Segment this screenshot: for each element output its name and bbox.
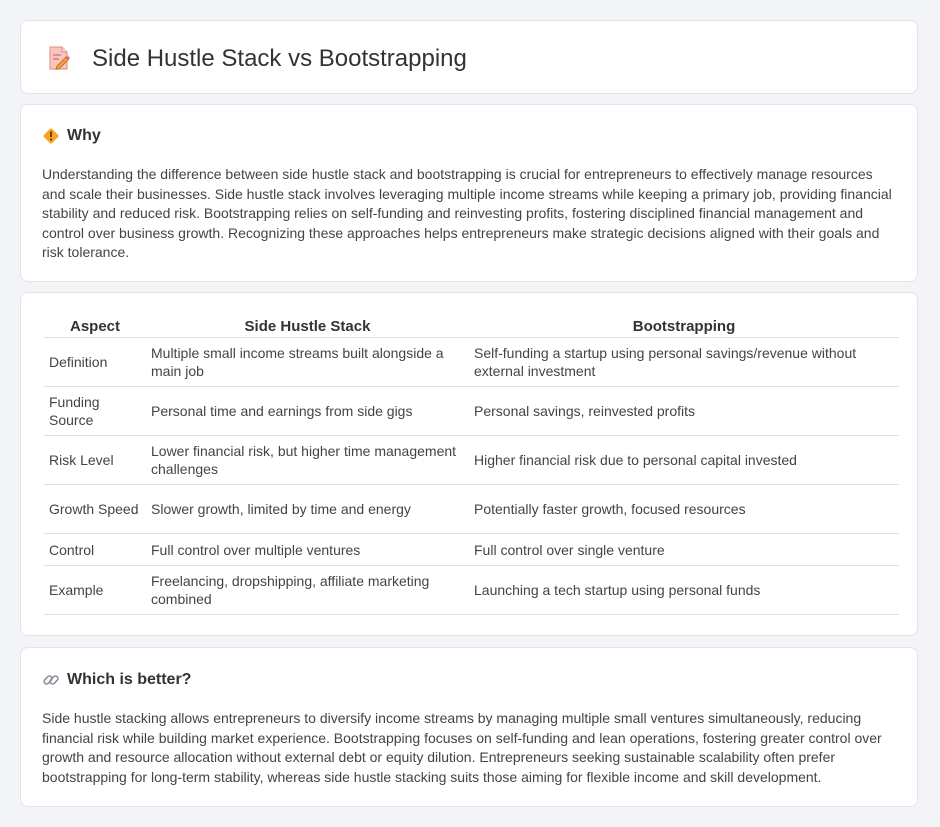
- which-is-better-section: [20, 647, 918, 807]
- table-header-row: [44, 317, 899, 338]
- link-icon: [42, 671, 60, 689]
- table-cell: Full control over multiple ventures: [146, 534, 469, 566]
- table-cell: Growth Speed: [44, 485, 146, 534]
- table-cell: Personal time and earnings from side gigs: [146, 387, 469, 436]
- table-cell: Example: [44, 566, 146, 615]
- table-cell: Control: [44, 534, 146, 566]
- table-cell: Definition: [44, 338, 146, 387]
- table-cell: Freelancing, dropshipping, affiliate marketing combined: [146, 566, 469, 615]
- comparison-section: [20, 292, 918, 636]
- table-cell: Multiple small income streams built alongside a main job: [146, 338, 469, 387]
- column-header-side-hustle: Side Hustle Stack: [146, 317, 469, 338]
- table-cell: Potentially faster growth, focused resources: [469, 485, 899, 534]
- table-row: [44, 534, 899, 566]
- document-pencil-icon: [47, 45, 71, 71]
- better-heading: Which is better?: [67, 671, 192, 688]
- title-card: [20, 20, 918, 94]
- table-cell: Launching a tech startup using personal funds: [469, 566, 899, 615]
- page-title: Side Hustle Stack vs Bootstrapping: [92, 45, 467, 72]
- better-heading-row: [42, 671, 191, 689]
- table-row: [44, 387, 899, 436]
- better-body: Side hustle stacking allows entrepreneurs to diversify income streams by managing multiple small ventures simultaneously, reducing financial risk while building market experience. Bootstrapping focuses on self-funding and lean operations, fostering greater control over growth and resource allocation without external debt or equity dilution. Entrepreneurs seeking sustainable scalability often prefer bootstrapping for long-term stability, whereas side hustle stacking suits those aiming for flexible income and skill development.: [42, 710, 882, 785]
- table-cell: Higher financial risk due to personal capital invested: [469, 436, 899, 485]
- why-heading-row: [42, 127, 101, 145]
- column-header-aspect: Aspect: [44, 317, 146, 338]
- table-row: [44, 338, 899, 387]
- table-cell: Risk Level: [44, 436, 146, 485]
- table-cell: Lower financial risk, but higher time management challenges: [146, 436, 469, 485]
- table-row: [44, 566, 899, 615]
- table-cell: Full control over single venture: [469, 534, 899, 566]
- table-row: [44, 485, 899, 534]
- warning-diamond-icon: [42, 127, 60, 145]
- why-section: [20, 104, 918, 282]
- table-cell: Slower growth, limited by time and energy: [146, 485, 469, 534]
- table-row: [44, 436, 899, 485]
- why-heading: Why: [67, 127, 101, 144]
- column-header-bootstrapping: Bootstrapping: [469, 317, 899, 338]
- comparison-table: [44, 317, 899, 615]
- why-body: Understanding the difference between side hustle stack and bootstrapping is crucial for entrepreneurs to effectively manage resources and scale their businesses. Side hustle stack involves leveraging multiple income streams while keeping a primary job, providing financial stability and reduced risk. Bootstrapping relies on self-funding and reinvesting profits, fostering disciplined financial management and control over business growth. Recognizing these approaches helps entrepreneurs make strategic decisions aligned with their goals and risk tolerance.: [42, 166, 892, 260]
- table-cell: Funding Source: [44, 387, 146, 436]
- table-cell: Personal savings, reinvested profits: [469, 387, 899, 436]
- table-cell: Self-funding a startup using personal savings/revenue without external investment: [469, 338, 899, 387]
